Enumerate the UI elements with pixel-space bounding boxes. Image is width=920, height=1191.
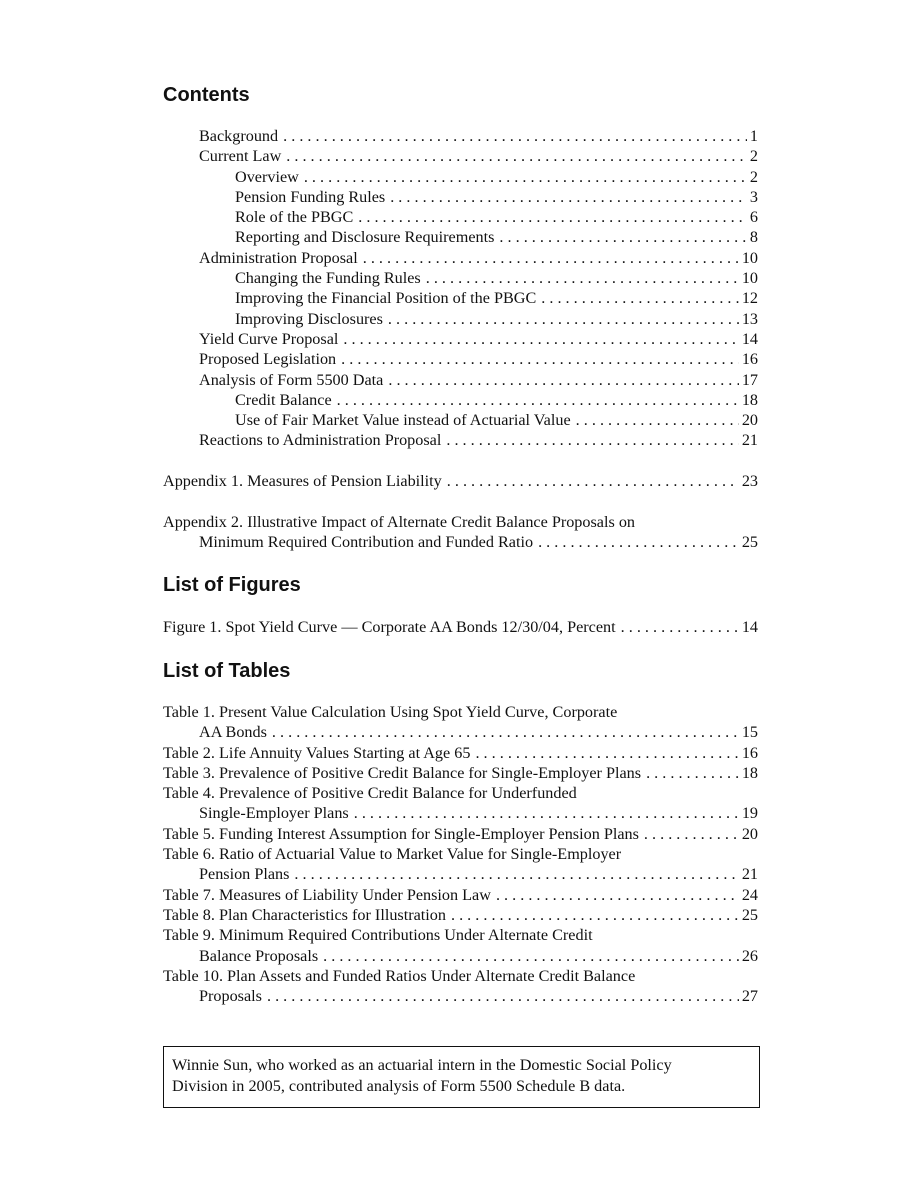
acknowledgement-line: Winnie Sun, who worked as an actuarial intern in the Domestic Social Policy [172, 1056, 672, 1074]
toc-entry-title: Table 10. Plan Assets and Funded Ratios Under Alternate Credit Balance [163, 966, 636, 985]
tables-heading: List of Tables [163, 660, 291, 682]
table-entry[interactable] [163, 905, 758, 925]
toc-entry-title: Current Law [199, 147, 282, 166]
toc-entry-title: Improving Disclosures [235, 309, 383, 328]
toc-entry-page: 25 [741, 533, 758, 552]
toc-entry-page: 17 [741, 370, 758, 389]
toc-entry[interactable] [163, 349, 758, 369]
toc-entry-title: Yield Curve Proposal [199, 329, 339, 348]
toc-entry-title: Use of Fair Market Value instead of Actuarial Value [235, 411, 571, 430]
contents-heading: Contents [163, 84, 250, 106]
toc-entry-title: Role of the PBGC [235, 208, 354, 227]
toc-entry-page: 16 [741, 350, 758, 369]
toc-entry-title: Analysis of Form 5500 Data [199, 370, 384, 389]
table-entry[interactable] [163, 844, 758, 885]
toc-entry[interactable] [163, 248, 758, 268]
toc-entry-title: Credit Balance [235, 390, 332, 409]
toc-entry-page: 10 [741, 269, 758, 288]
table-entry[interactable] [163, 743, 758, 763]
toc-entry-title-continued: Pension Plans [199, 865, 290, 884]
toc-entry-title-continued: Minimum Required Contribution and Funded Ratio [199, 533, 534, 552]
toc-entry-page: 23 [741, 472, 758, 490]
figures-heading: List of Figures [163, 574, 301, 596]
table-entry[interactable] [163, 702, 758, 743]
toc-entry-title: Pension Funding Rules [235, 187, 386, 206]
toc-entry-page: 1 [749, 127, 758, 145]
toc-entry-title-continued: Balance Proposals [199, 946, 319, 965]
toc-entry-title: Reactions to Administration Proposal [199, 431, 442, 450]
acknowledgement-line: Division in 2005, contributed analysis of Form 5500 Schedule B data. [172, 1076, 626, 1095]
toc-entry-title-continued: Single-Employer Plans [199, 804, 349, 823]
toc-entry-title: Improving the Financial Position of the PBGC [235, 289, 537, 308]
acknowledgement-box [163, 1046, 760, 1108]
toc-entry-title: Table 9. Minimum Required Contributions Under Alternate Credit [163, 926, 593, 945]
table-entry[interactable] [163, 763, 758, 783]
toc-entry-page: 18 [741, 763, 758, 782]
toc-entry-page: 27 [741, 987, 758, 1006]
toc-entry-page: 21 [741, 431, 758, 450]
toc-entry-page: 18 [741, 390, 758, 409]
toc-entry[interactable] [163, 370, 758, 390]
toc-entry[interactable] [163, 288, 758, 308]
table-entry[interactable] [163, 783, 758, 824]
toc-entry-page: 2 [749, 147, 758, 166]
table-entry[interactable] [163, 824, 758, 844]
toc-entry[interactable] [163, 187, 758, 207]
toc-entry-page: 6 [749, 208, 758, 227]
toc-entry-title: Table 3. Prevalence of Positive Credit Balance for Single-Employer Plans [163, 763, 642, 782]
toc-entry-page: 20 [741, 411, 758, 430]
toc-entry-page: 8 [749, 228, 758, 247]
toc-entry-title: Proposed Legislation [199, 350, 337, 369]
toc-entry[interactable] [163, 227, 758, 247]
toc-entry-title: Table 6. Ratio of Actuarial Value to Market Value for Single-Employer [163, 845, 622, 864]
toc-entry-page: 16 [741, 743, 758, 762]
toc-entry-title: Background [199, 127, 279, 145]
tables-list [163, 702, 758, 1006]
toc-entry-page: 13 [741, 309, 758, 328]
toc-entry-title: Table 7. Measures of Liability Under Pension Law [163, 885, 491, 904]
toc-entry-title: Table 8. Plan Characteristics for Illustration [163, 905, 446, 924]
toc-entry-page: 14 [741, 618, 758, 636]
toc-entry-page: 21 [741, 865, 758, 884]
toc-entry-page: 19 [741, 804, 758, 823]
toc-entry-page: 24 [741, 885, 758, 904]
toc-entry-title: Figure 1. Spot Yield Curve — Corporate AA Bonds 12/30/04, Percent [163, 618, 616, 636]
toc-entry-title: Appendix 1. Measures of Pension Liability [163, 472, 442, 490]
toc-entry-title: Table 2. Life Annuity Values Starting at Age 65 [163, 743, 471, 762]
toc-entry-page: 20 [741, 824, 758, 843]
toc-entry-page: 25 [741, 905, 758, 924]
table-entry[interactable] [163, 885, 758, 905]
toc-entry[interactable] [163, 329, 758, 349]
toc-entry-title-continued: AA Bonds [199, 723, 267, 742]
toc-entry-page: 10 [741, 248, 758, 267]
toc-entry[interactable] [163, 309, 758, 329]
toc-entry-page: 26 [741, 946, 758, 965]
toc-entry-page: 3 [749, 187, 758, 206]
toc-entry-title: Table 1. Present Value Calculation Using Spot Yield Curve, Corporate [163, 703, 618, 721]
toc-entry-page: 12 [741, 289, 758, 308]
toc-entry[interactable] [163, 430, 758, 450]
toc-entry[interactable] [163, 126, 758, 146]
toc-entry-title: Table 5. Funding Interest Assumption for Single-Employer Pension Plans [163, 824, 639, 843]
toc-entry[interactable] [163, 167, 758, 187]
appendix-1-entry[interactable] [163, 471, 758, 491]
toc-entry[interactable] [163, 410, 758, 430]
toc-entry-title: Reporting and Disclosure Requirements [235, 228, 495, 247]
toc-entry[interactable] [163, 146, 758, 166]
toc-entry-page: 15 [741, 723, 758, 742]
figures-list [163, 617, 758, 637]
toc-entry-title: Administration Proposal [199, 248, 358, 267]
toc-entry-title: Overview [235, 167, 299, 186]
toc-entry[interactable] [163, 390, 758, 410]
toc-entry-title: Appendix 2. Illustrative Impact of Alternate Credit Balance Proposals on [163, 513, 636, 531]
toc-entry[interactable] [163, 268, 758, 288]
toc-entry[interactable] [163, 207, 758, 227]
table-entry[interactable] [163, 925, 758, 966]
toc-entry-page: 2 [749, 167, 758, 186]
contents-list [163, 126, 758, 451]
figure-entry[interactable] [163, 617, 758, 637]
appendix-2-entry[interactable] [163, 512, 758, 553]
table-entry[interactable] [163, 966, 758, 1007]
toc-entry-title: Changing the Funding Rules [235, 269, 421, 288]
toc-entry-page: 14 [741, 329, 758, 348]
toc-entry-title-continued: Proposals [199, 987, 262, 1006]
toc-entry-title: Table 4. Prevalence of Positive Credit Balance for Underfunded [163, 784, 577, 803]
